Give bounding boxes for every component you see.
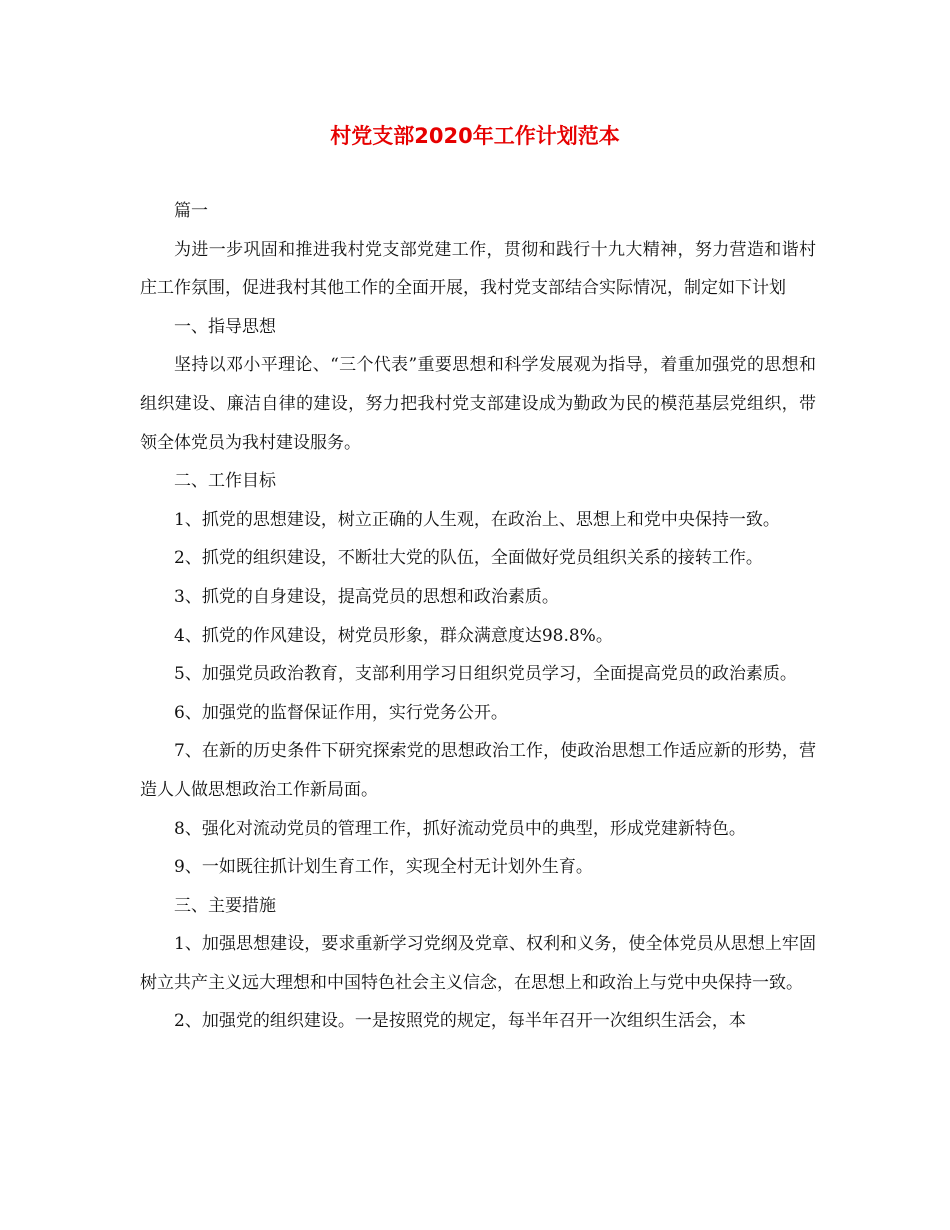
goal-item-6: 6、加强党的监督保证作用，实行党务公开。 <box>174 702 508 723</box>
document-body <box>140 192 816 1041</box>
document-title: 村党支部2020年工作计划范本 <box>330 124 620 148</box>
measure-item-2: 2、加强党的组织建设。一是按照党的规定，每半年召开一次组织生活会，本 <box>174 1011 746 1032</box>
goal-item-4: 4、抓党的作风建设，树党员形象，群众满意度达98.8%。 <box>174 625 613 646</box>
measure-item-1: 1、加强思想建设，要求重新学习党纲及党章、权利和义务，使全体党员从思想上牢固树立共产主义远大理想和中国特色社会主义信念，在思想上和政治上与党中央保持一致。 <box>140 934 816 993</box>
section-heading-guiding-ideology: 一、指导思想 <box>174 316 276 337</box>
section-heading-main-measures: 三、主要措施 <box>174 895 276 916</box>
goal-item-5: 5、加强党员政治教育，支部利用学习日组织党员学习，全面提高党员的政治素质。 <box>174 664 797 685</box>
section-label-pian-yi: 篇一 <box>174 201 208 221</box>
goal-item-7: 7、在新的历史条件下研究探索党的思想政治工作，使政治思想工作适应新的形势，营造人人做思想政治工作新局面。 <box>140 741 816 800</box>
intro-paragraph: 为进一步巩固和推进我村党支部党建工作，贯彻和践行十九大精神，努力营造和谐村庄工作氛围，促进我村其他工作的全面开展，我村党支部结合实际情况，制定如下计划 <box>140 239 816 299</box>
goal-item-2: 2、抓党的组织建设，不断壮大党的队伍，全面做好党员组织关系的接转工作。 <box>174 548 763 569</box>
section-heading-work-goals: 二、工作目标 <box>174 471 276 492</box>
goal-item-8: 8、强化对流动党员的管理工作，抓好流动党员中的典型，形成党建新特色。 <box>174 818 746 839</box>
goal-item-3: 3、抓党的自身建设，提高党员的思想和政治素质。 <box>174 586 559 607</box>
goal-item-9: 9、一如既往抓计划生育工作，实现全村无计划外生育。 <box>174 857 593 878</box>
goal-item-1: 1、抓党的思想建设，树立正确的人生观，在政治上、思想上和党中央保持一致。 <box>174 509 780 530</box>
guiding-ideology-paragraph: 坚持以邓小平理论、“三个代表”重要思想和科学发展观为指导，着重加强党的思想和组织建设、廉洁自律的建设，努力把我村党支部建设成为勤政为民的模范基层党组织，带领全体党员为我村建设服务。 <box>140 355 816 453</box>
